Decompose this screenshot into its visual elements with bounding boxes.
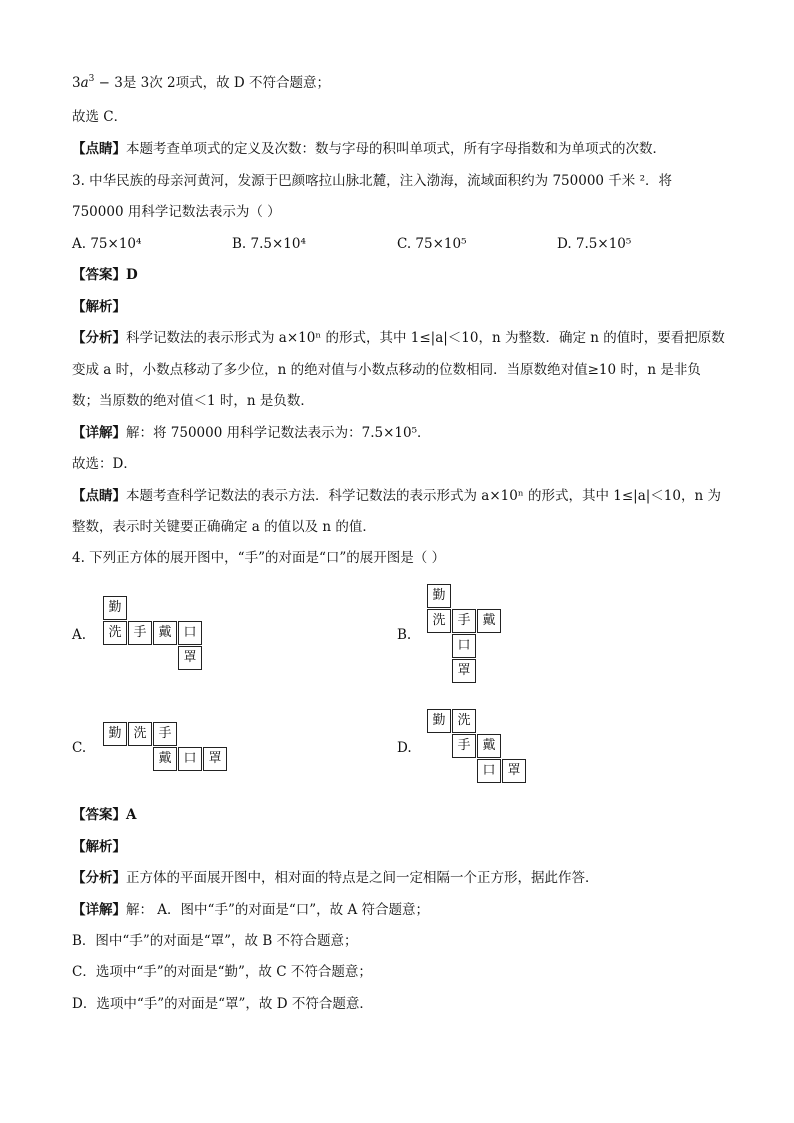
net-cell: 勤 [427, 709, 451, 733]
text-line: 【点睛】本题考查单项式的定义及次数：数与字母的积叫单项式，所有字母指数和为单项式的次数． [72, 141, 666, 157]
text-line: 整数，表示时关键要正确确定 a 的值以及 n 的值． [72, 519, 376, 535]
tag-xiangjie: 【详解】 [72, 902, 126, 918]
net-cell: 洗 [128, 722, 152, 746]
net-cell: 洗 [103, 621, 127, 645]
tag-fenxi: 【分析】 [72, 330, 126, 346]
net-cell: 罩 [502, 759, 526, 783]
net-cell: 手 [153, 722, 177, 746]
net-cell: 戴 [477, 609, 501, 633]
answer-4: 【答案】A [72, 807, 137, 823]
text-line: C．选项中“手”的对面是“勤”，故 C 不符合题意； [72, 964, 372, 980]
text-line: 变成 a 时，小数点移动了多少位，n 的绝对值与小数点移动的位数相同．当原数绝对值≥10 时，n 是非负 [72, 362, 701, 378]
answer-3: 【答案】D [72, 267, 138, 283]
q3-option-b: B. 7.5×10⁴ [232, 236, 306, 252]
question-3-line1: 3. 中华民族的母亲河黄河，发源于巴颜喀拉山脉北麓，注入渤海，流域面积约为 750000 千米 ²．将 [72, 173, 672, 189]
net-cell: 洗 [427, 609, 451, 633]
net-cell: 口 [178, 747, 202, 771]
net-cell: 勤 [427, 584, 451, 608]
text-line: 故选：D． [72, 456, 137, 472]
net-cell: 手 [452, 609, 476, 633]
net-cell: 口 [477, 759, 501, 783]
net-cell: 手 [452, 734, 476, 758]
q4-label-d: D. [397, 740, 412, 756]
tag-fenxi: 【分析】 [72, 870, 126, 886]
text-line: 【分析】正方体的平面展开图中，相对面的特点是之间一定相隔一个正方形，据此作答． [72, 870, 599, 886]
text-line: B．图中“手”的对面是“罩”，故 B 不符合题意； [72, 933, 358, 949]
tag-dianjing: 【点睛】 [72, 141, 126, 157]
q4-label-a: A. [72, 627, 87, 643]
tag-xiangjie: 【详解】 [72, 425, 126, 441]
text-line: D．选项中“手”的对面是“罩”，故 D 不符合题意． [72, 996, 373, 1012]
net-cell: 戴 [477, 734, 501, 758]
net-cell: 勤 [103, 722, 127, 746]
net-cell: 罩 [452, 659, 476, 683]
q3-option-d: D. 7.5×10⁵ [557, 236, 632, 252]
analysis-header-4: 【解析】 [72, 839, 126, 855]
q4-label-c: C. [72, 740, 87, 756]
analysis-header-3: 【解析】 [72, 299, 126, 315]
net-cell: 手 [128, 621, 152, 645]
text-line: 【详解】解： A．图中“手”的对面是“口”，故 A 符合题意； [72, 902, 429, 918]
net-cell: 罩 [178, 646, 202, 670]
net-cell: 洗 [452, 709, 476, 733]
q4-label-b: B. [397, 627, 412, 643]
net-cell: 罩 [203, 747, 227, 771]
question-4: 4. 下列正方体的展开图中，“手”的对面是“口”的展开图是（ ） [72, 550, 446, 566]
net-cell: 勤 [103, 596, 127, 620]
q3-option-a: A. 75×10⁴ [72, 236, 142, 252]
text-line: 【点睛】本题考查科学记数法的表示方法．科学记数法的表示形式为 a×10ⁿ 的形式，其中 1≤|a|＜10，n 为 [72, 488, 721, 504]
net-cell: 戴 [153, 621, 177, 645]
text-line: $3a^3 - 3$是 3次 2项式，故 D 不符合题意； [72, 74, 331, 91]
text-line: 数；当原数的绝对值＜1 时，n 是负数． [72, 393, 314, 409]
net-cell: 戴 [153, 747, 177, 771]
net-cell: 口 [452, 634, 476, 658]
q3-option-c: C. 75×10⁵ [397, 236, 467, 252]
net-cell: 口 [178, 621, 202, 645]
tag-dianjing: 【点睛】 [72, 488, 126, 504]
question-3-line2: 750000 用科学记数法表示为（ ） [72, 204, 281, 220]
text-line: 【分析】科学记数法的表示形式为 a×10ⁿ 的形式，其中 1≤|a|＜10，n 为整数．确定 n 的值时，要看把原数 [72, 330, 725, 346]
text-line: 故选 C． [72, 109, 128, 125]
text-line: 【详解】解：将 750000 用科学记数法表示为：7.5×10⁵． [72, 425, 431, 441]
